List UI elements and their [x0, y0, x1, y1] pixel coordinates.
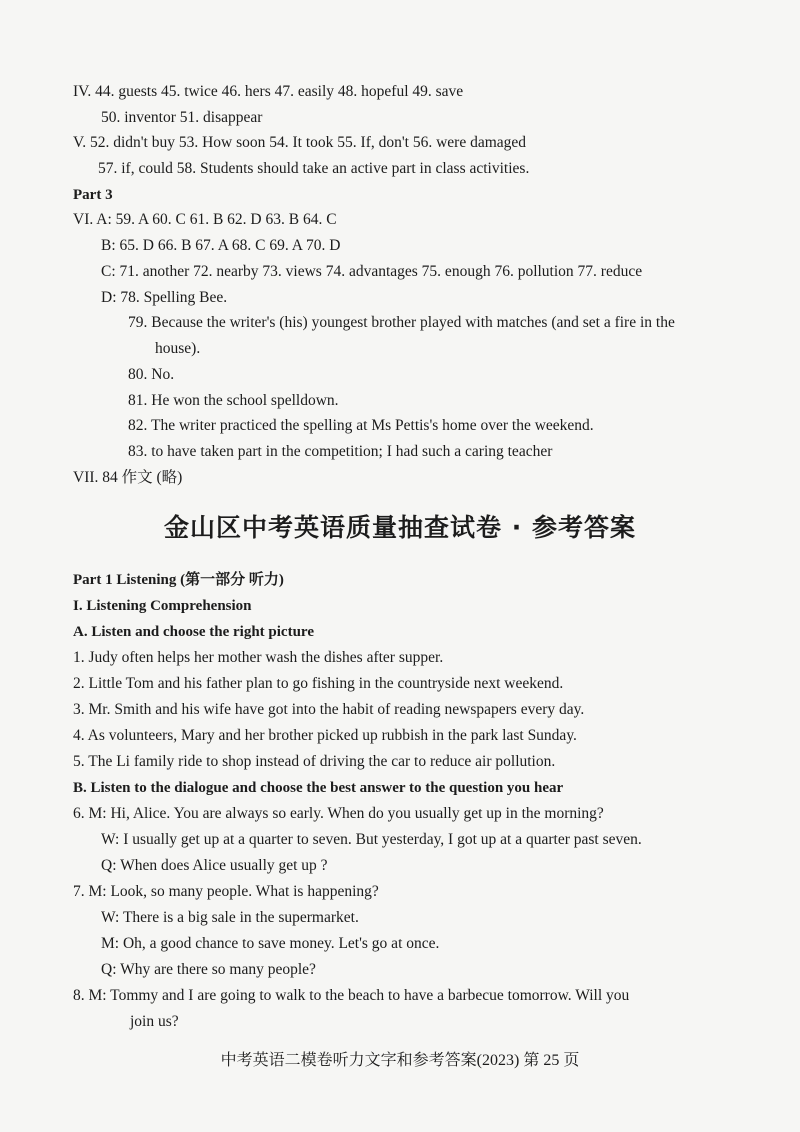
list-item-a2: 2. Little Tom and his father plan to go fishing in the countryside next weekend.: [73, 675, 564, 692]
section-vi-c: C: 71. another 72. nearby 73. views 74. advantages 75. enough 76. pollution 77. reduce: [101, 263, 643, 280]
section-vi-a: VI. A: 59. A 60. C 61. B 62. D 63. B 64. C: [73, 211, 337, 228]
page-footer: 中考英语二模卷听力文字和参考答案(2023) 第 25 页: [220, 1052, 580, 1069]
list-item-a1: 1. Judy often helps her mother wash the dishes after supper.: [73, 649, 444, 666]
list-item-a3: 3. Mr. Smith and his wife have got into the habit of reading newspapers every day.: [73, 701, 585, 718]
section-vii: VII. 84 作文 (略): [73, 469, 183, 486]
part-3-heading: Part 3: [73, 187, 113, 203]
main-title: 金山区中考英语质量抽查试卷 · 参考答案: [164, 513, 636, 542]
answer-79-line-2: house).: [155, 340, 201, 357]
section-vi-b: B: 65. D 66. B 67. A 68. C 69. A 70. D: [101, 237, 341, 254]
answer-82: 82. The writer practiced the spelling at Ms Pettis's home over the weekend.: [128, 417, 594, 434]
dialogue-6-m: 6. M: Hi, Alice. You are always so early. When do you usually get up in the morning?: [73, 805, 604, 822]
section-iv-line-1: IV. 44. guests 45. twice 46. hers 47. easily 48. hopeful 49. save: [73, 83, 464, 100]
dialogue-8-m-line-2: join us?: [130, 1013, 179, 1030]
dialogue-7-m1: 7. M: Look, so many people. What is happening?: [73, 883, 379, 900]
section-a-heading: A. Listen and choose the right picture: [73, 624, 314, 640]
dialogue-7-q: Q: Why are there so many people?: [101, 961, 316, 978]
section-b-heading: B. Listen to the dialogue and choose the best answer to the question you hear: [73, 780, 564, 796]
section-iv-line-2: 50. inventor 51. disappear: [101, 109, 263, 126]
answer-83: 83. to have taken part in the competition; I had such a caring teacher: [128, 443, 553, 460]
list-item-a4: 4. As volunteers, Mary and her brother picked up rubbish in the park last Sunday.: [73, 727, 577, 744]
answer-80: 80. No.: [128, 366, 175, 383]
answer-79-line-1: 79. Because the writer's (his) youngest brother played with matches (and set a fire in the: [128, 314, 675, 331]
dialogue-7-w: W: There is a big sale in the supermarket.: [101, 909, 359, 926]
listening-comprehension-heading: I. Listening Comprehension: [73, 598, 252, 614]
section-vi-d: D: 78. Spelling Bee.: [101, 289, 228, 306]
dialogue-6-q: Q: When does Alice usually get up ?: [101, 857, 328, 874]
dialogue-8-m-line-1: 8. M: Tommy and I are going to walk to the beach to have a barbecue tomorrow. Will you: [73, 987, 630, 1004]
dialogue-7-m2: M: Oh, a good chance to save money. Let's go at once.: [101, 935, 440, 952]
answer-81: 81. He won the school spelldown.: [128, 392, 339, 409]
part-1-heading: Part 1 Listening (第一部分 听力): [73, 572, 284, 588]
section-v-line-1: V. 52. didn't buy 53. How soon 54. It took 55. If, don't 56. were damaged: [73, 134, 527, 151]
section-v-line-2: 57. if, could 58. Students should take an active part in class activities.: [98, 160, 530, 177]
dialogue-6-w: W: I usually get up at a quarter to seven. But yesterday, I got up at a quarter past seven.: [101, 831, 642, 848]
list-item-a5: 5. The Li family ride to shop instead of driving the car to reduce air pollution.: [73, 753, 556, 770]
